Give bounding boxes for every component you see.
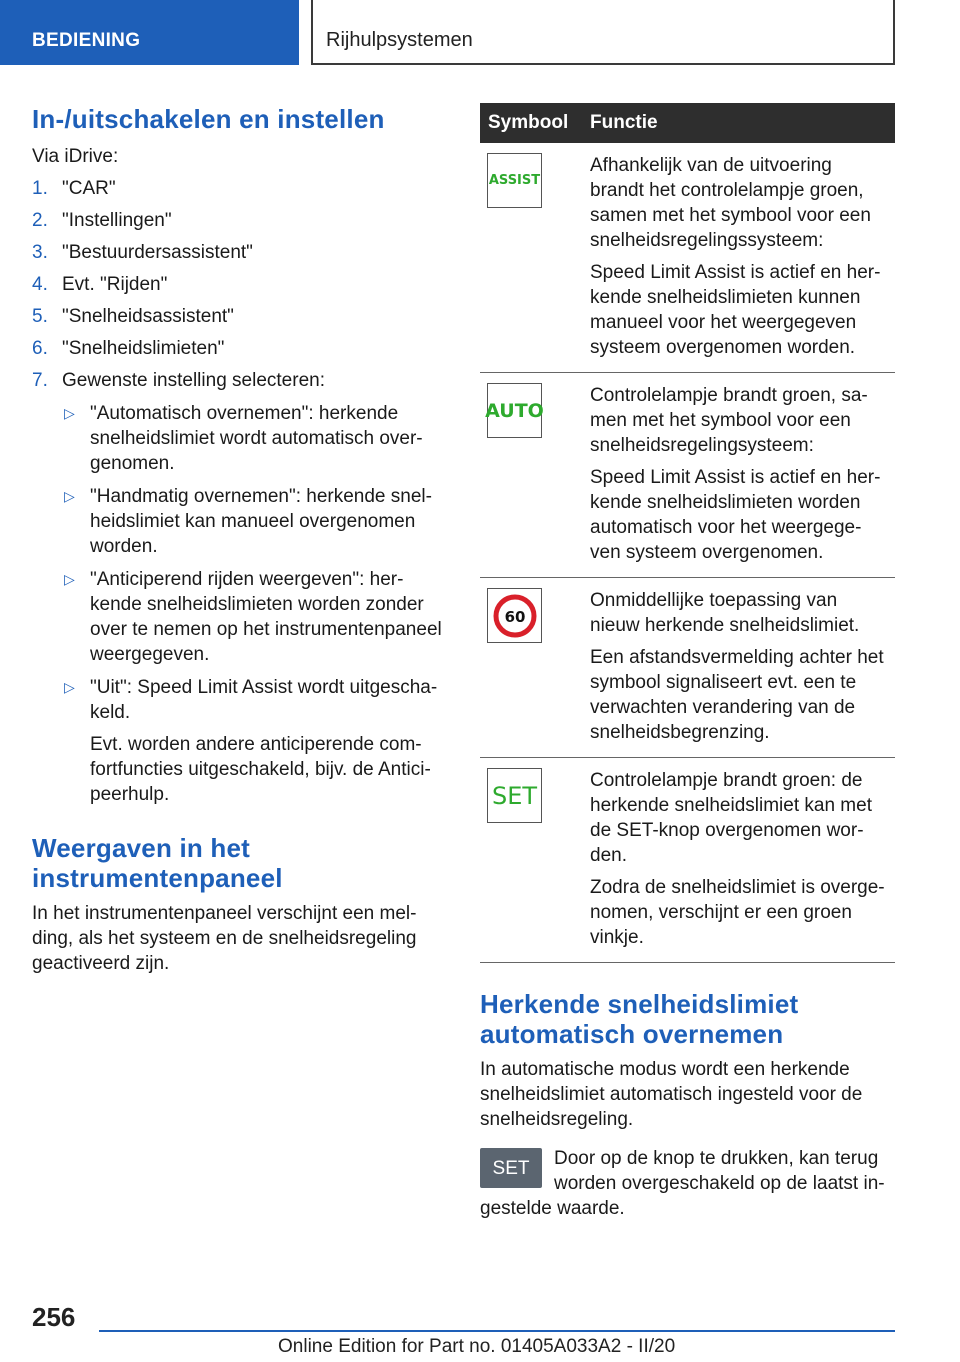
- list-item: 2. "Instellingen": [32, 210, 172, 231]
- triangle-bullet-icon: ▷: [64, 571, 75, 587]
- option-item: ▷ "Handmatig overnemen": herkende snel-heidslimiet kan manueel overgenomen worden.: [64, 486, 432, 557]
- footer-edition: Online Edition for Part no. 01405A033A2 - II/20: [278, 1336, 676, 1357]
- list-item: 4. Evt. "Rijden": [32, 274, 168, 295]
- table-row: AUTO Controlelampje brandt groen, sa-men met het symbool voor een snelheidsregelingsysteem: Speed Limit Assist is actief en her-kende snelheidslimieten worden automatisch voor het weergege-ven systeem overgenomen.: [480, 373, 895, 578]
- set-button-paragraph: [480, 1146, 895, 1221]
- auto-adopt-text: In automatische modus wordt een herkende snelheidslimiet automatisch ingesteld voor de snelheidsregeling.: [480, 1059, 863, 1130]
- heading-displays: Weergaven in het instrumentenpaneel: [32, 833, 283, 893]
- steps-list: [32, 176, 448, 393]
- footer-divider: [99, 1330, 895, 1332]
- speed-sign-svg: [493, 594, 537, 638]
- list-item: 3. "Bestuurdersassistent": [32, 242, 253, 263]
- options-list: [62, 401, 448, 807]
- option-item: ▷ "Automatisch overnemen": herkende snelheidslimiet wordt automatisch over-genomen.: [64, 403, 423, 474]
- auto-icon: AUTO: [487, 383, 542, 438]
- set-button-text: Door op de knop te drukken, kan terug worden overgeschakeld op de laatst in-gestelde waarde.: [480, 1148, 885, 1219]
- intro-text: Via iDrive:: [32, 146, 119, 167]
- header-section: [0, 0, 299, 65]
- option-note: Evt. worden andere anticiperende com-fortfuncties uitgeschakeld, bijv. de Antici-peerhulp.: [90, 734, 431, 805]
- table-row: 60 Onmiddellijke toepassing van nieuw herkende snelheidslimiet. Een afstandsvermelding achter het symbool signaliseert evt. een te verwachten verandering van de snelheidsbegrenzing.: [480, 578, 895, 758]
- assist-icon: ASSIST: [487, 153, 542, 208]
- set-icon: SET: [487, 768, 542, 823]
- symbol-table: [480, 103, 895, 963]
- right-column: [480, 103, 895, 1221]
- chapter-label: Rijhulpsystemen: [326, 29, 473, 51]
- table-row: ASSIST Afhankelijk van de uitvoering brandt het controlelampje groen, samen met het symbool voor een snelheidsregelingssysteem: Speed Limit Assist is actief en her-kende snelheidslimieten kunnen manueel voor het weergegeven systeem overgenomen worden.: [480, 143, 895, 373]
- list-item: 7. Gewenste instelling selecteren:: [32, 370, 325, 391]
- triangle-bullet-icon: ▷: [64, 488, 75, 504]
- table-header-row: [480, 103, 895, 143]
- heading-settings: In-/uitschakelen en instellen: [32, 104, 385, 134]
- header-chapter: [311, 0, 895, 65]
- svg-text:60: 60: [504, 607, 525, 626]
- table-row: SET Controlelampje brandt groen: de herkende snelheidslimiet kan met de SET-knop overgenomen wor-den. Zodra de snelheidslimiet is overge-nomen, verschijnt er een groen vinkje.: [480, 758, 895, 963]
- option-item: ▷ "Uit": Speed Limit Assist wordt uitgescha-keld.: [64, 677, 438, 723]
- triangle-bullet-icon: ▷: [64, 679, 75, 695]
- column-header-function: Functie: [588, 103, 895, 143]
- page-number: 256: [32, 1302, 76, 1332]
- option-item: ▷ "Anticiperend rijden weergeven": her-kende snelheidslimieten worden zonder over te nemen op het instrumentenpaneel weergegeven.: [64, 569, 442, 665]
- list-item: 6. "Snelheidslimieten": [32, 338, 225, 359]
- list-item: 1. "CAR": [32, 178, 116, 199]
- set-button-icon: SET: [480, 1148, 542, 1188]
- column-header-symbol: Symbool: [480, 103, 588, 143]
- triangle-bullet-icon: ▷: [64, 405, 75, 421]
- left-column: [32, 104, 448, 976]
- list-item: 5. "Snelheidsassistent": [32, 306, 234, 327]
- speed-limit-60-icon: [487, 588, 542, 643]
- displays-text: In het instrumentenpaneel verschijnt een mel-ding, als het systeem en de snelheidsregeling geactiveerd zijn.: [32, 903, 417, 974]
- heading-auto-adopt: Herkende snelheidslimiet automatisch overnemen: [480, 989, 799, 1049]
- section-label: BEDIENING: [32, 30, 141, 51]
